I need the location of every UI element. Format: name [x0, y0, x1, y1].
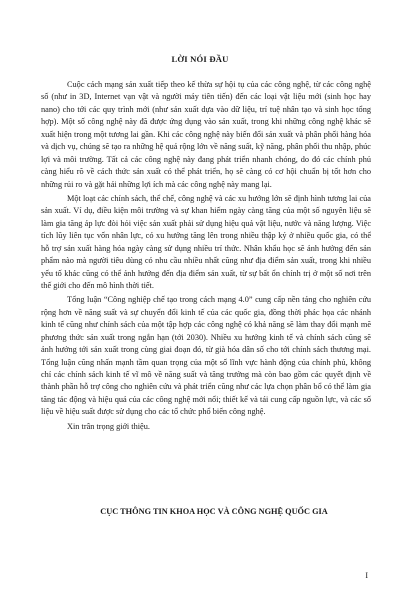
- paragraph-2: Một loạt các chính sách, thể chế, công nghệ và các xu hướng lớn sẽ định hình tương lai của sản xuất. Ví dụ, điều kiện môi trường và sự khan hiếm ngày càng tăng của một số nguyên liệu sẽ làm gia tăng áp lực đòi hỏi việc sản xuất phải sử dụng hiệu quả vật liệu, nước và năng lượng. Việc tích lũy liên tục vốn nhân lực, có xu hướng tăng lên trong nhiều thập kỷ ở nhiều quốc gia, có thể hỗ trợ sản xuất hàng hóa ngày càng sử dụng nhiều trí thức. Nhân khẩu học sẽ ảnh hưởng đến sản phẩm nào mà người tiêu dùng có nhu cầu nhiều nhất cũng như địa điểm sản xuất, trong khi nhiều yếu tố khác cũng có thể ảnh hưởng đến địa điểm sản xuất, từ sự bất ổn chính trị ở một số nơi trên thế giới cho đến mô hình thời tiết.: [41, 193, 371, 291]
- body-text: [41, 79, 371, 433]
- page-title: LỜI NÓI ĐẦU: [171, 54, 229, 64]
- signature: CỤC THÔNG TIN KHOA HỌC VÀ CÔNG NGHỆ QUỐC GIA: [100, 507, 328, 516]
- closing-line: Xin trân trọng giới thiệu.: [67, 421, 150, 431]
- page-number: I: [365, 571, 368, 580]
- paragraph-1: Cuộc cách mạng sản xuất tiếp theo kế thừa sự hội tụ của các công nghệ, từ các công nghệ số (như in 3D, Internet vạn vật và người máy tiên tiến) đến các loại vật liệu mới (sinh học hay nano) cho tới các quy trình mới (như sản xuất dựa vào dữ liệu, trí tuệ nhân tạo và sinh học tổng hợp). Một số công nghệ này đã được ứng dụng vào sản xuất, trong khi những công nghệ khác sẽ xuất hiện trong một tương lai gần. Khi các công nghệ này biến đổi sản xuất và phân phối hàng hóa và dịch vụ, chúng sẽ tạo ra những hệ quả rộng lớn về năng suất, kỹ năng, phân phối thu nhập, phúc lợi và môi trường. Tất cả các công nghệ này đang phát triển nhanh chóng, do đó các chính phủ càng hiểu rõ về cách thức sản xuất có thể phát triển, họ sẽ càng có cơ hội chuẩn bị tốt hơn cho những rủi ro và gặt hái những lợi ích mà các công nghệ này mang lại.: [41, 80, 371, 189]
- paragraph-3: Tổng luận “Công nghiệp chế tạo trong cách mạng 4.0” cung cấp nền tảng cho nghiên cứu rộng hơn về năng suất và sự chuyển đổi kinh tế của các quốc gia, đồng thời phác họa các nhánh kinh tế cũng như chính sách của một tập hợp các công nghệ có khả năng sẽ làm thay đổi mạnh mẽ phương thức sản xuất trong ngắn hạn (tới 2030). Nhiều xu hướng kinh tế và chính sách cũng sẽ ảnh hưởng tới sản xuất trong cùng giai đoạn đó, từ già hóa dân số cho tới chính sách thương mại. Tổng luận cũng nhấn mạnh tầm quan trọng của một số lĩnh vực hành động của chính phủ, không chỉ các chính sách kinh tế vĩ mô về năng suất và tăng trưởng mà còn bao gồm các quyết định về thành phần hỗ trợ công cho nghiên cứu và phát triển cũng như các lựa chọn phân bổ có thể làm gia tăng tác động và hiệu quả của các công nghệ mới nổi; thiết kế và tái cung cấp nguồn lực, và các số liệu về hiệu suất được sử dụng cho các tổ chức phổ biến công nghệ.: [41, 295, 371, 417]
